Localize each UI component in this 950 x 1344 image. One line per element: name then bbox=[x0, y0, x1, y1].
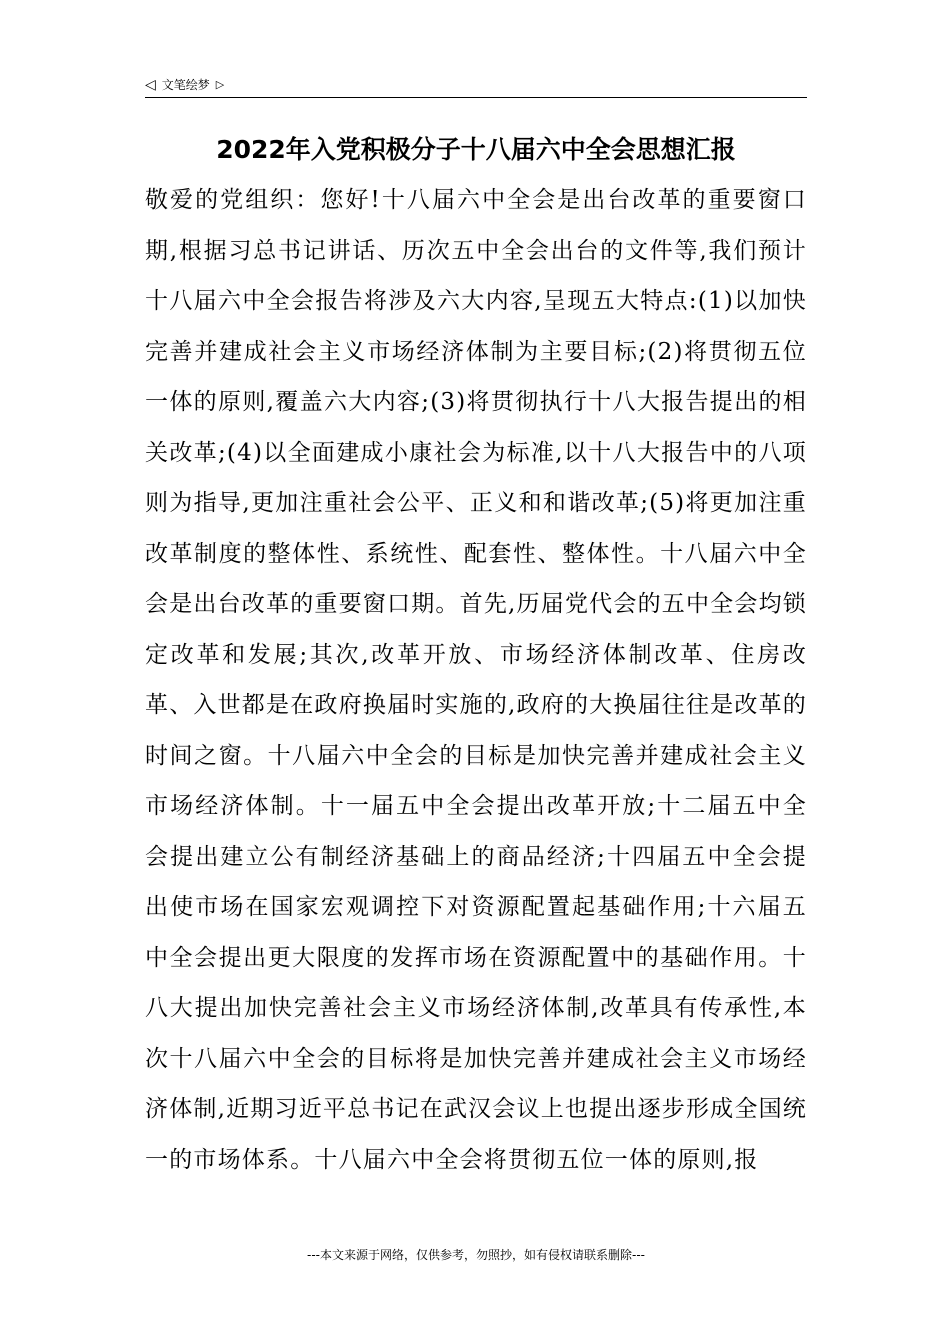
header-divider bbox=[145, 97, 807, 98]
page-header bbox=[145, 74, 807, 96]
left-triangle-icon: ◁ bbox=[145, 77, 156, 93]
footer-disclaimer: ---本文来源于网络，仅供参考，勿照抄，如有侵权请联系删除--- bbox=[307, 1248, 645, 1262]
right-triangle-icon: ▷ bbox=[215, 78, 225, 91]
document-title: 2022年入党积极分子十八届六中全会思想汇报 bbox=[216, 135, 736, 164]
header-brand: 文笔绘梦 bbox=[161, 78, 210, 92]
document-body: 敬爱的党组织：您好!十八届六中全会是出台改革的重要窗口期,根据习总书记讲话、历次五中全会出台的文件等,我们预计十八届六中全会报告将涉及六大内容,呈现五大特点:(1)以加快完善并建成社会主义市场经济体制为主要目标;(2)将贯彻五位一体的原则,覆盖六大内容;(3)将贯彻执行十八大报告提出的相关改革;(4)以全面建成小康社会为标准,以十八大报告中的八项则为指导,更加注重社会公平、正义和和谐改革;(5)将更加注重改革制度的整体性、系统性、配套性、整体性。十八届六中全会是出台改革的重要窗口期。首先,历届党代会的五中全会均锁定改革和发展;其次,改革开放、市场经济体制改革、住房改革、入世都是在政府换届时实施的,政府的大换届往往是改革的时间之窗。十八届六中全会的目标是加快完善并建成社会主义市场经济体制。十一届五中全会提出改革开放;十二届五中全会提出建立公有制经济基础上的商品经济;十四届五中全会提出使市场在国家宏观调控下对资源配置起基础作用;十六届五中全会提出更大限度的发挥市场在资源配置中的基础作用。十八大提出加快完善社会主义市场经济体制,改革具有传承性,本次十八届六中全会的目标将是加快完善并建成社会主义市场经济体制,近期习近平总书记在武汉会议上也提出逐步形成全国统一的市场体系。十八届六中全会将贯彻五位一体的原则,报 bbox=[145, 187, 807, 1173]
